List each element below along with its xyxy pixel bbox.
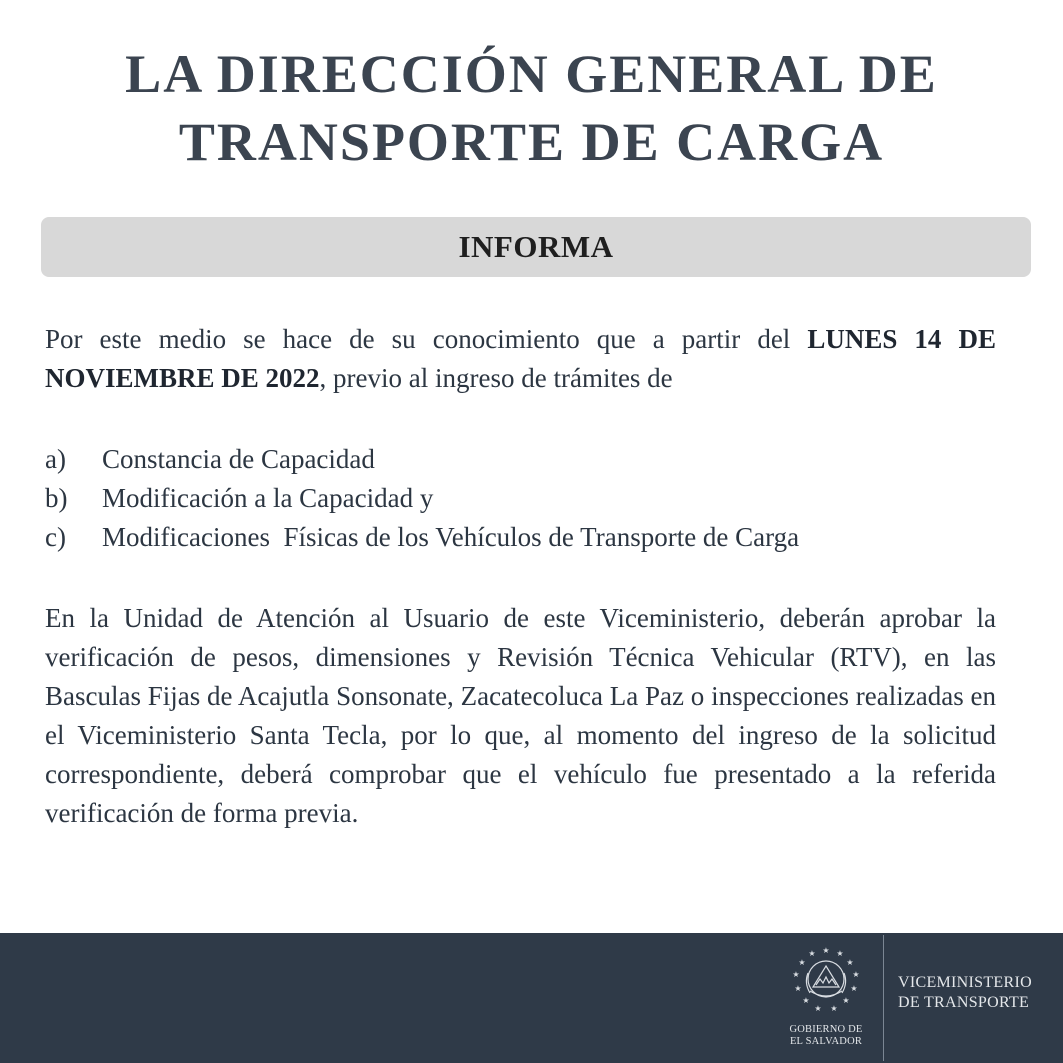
svg-text:★: ★ — [794, 984, 802, 993]
title-line-1: LA DIRECCIÓN GENERAL DE — [125, 44, 938, 104]
svg-text:★: ★ — [830, 1004, 838, 1013]
government-label — [770, 1024, 882, 1048]
ministry-line-2: DE TRANSPORTE — [898, 994, 1030, 1011]
list-item-marker: a) — [45, 444, 66, 474]
ministry-label — [898, 973, 1058, 1013]
svg-text:★: ★ — [802, 996, 810, 1005]
banner-label: INFORMA — [458, 229, 614, 264]
intro-text-before: Por este medio se hace de su conocimiento que a partir del — [45, 324, 808, 354]
svg-text:★: ★ — [814, 1004, 822, 1013]
gov-line-2: EL SALVADOR — [789, 1036, 863, 1047]
footer-bar — [0, 933, 1063, 1063]
intro-date: LUNES 14 DE NOVIEMBRE DE 2022 — [45, 324, 996, 393]
svg-text:★: ★ — [846, 958, 854, 967]
list-item-text: Modificación a la Capacidad y — [102, 483, 434, 513]
svg-text:★: ★ — [850, 984, 858, 993]
svg-text:★: ★ — [842, 996, 850, 1005]
list-item-marker: c) — [45, 522, 66, 552]
list-item — [45, 479, 1005, 518]
list-item — [45, 518, 1005, 557]
svg-text:★: ★ — [836, 949, 844, 958]
intro-text-after: , previo al ingreso de trámites de — [319, 363, 673, 393]
list-item — [45, 440, 1005, 479]
list-item-text: Constancia de Capacidad — [102, 444, 375, 474]
intro-paragraph — [45, 320, 996, 398]
svg-text:★: ★ — [822, 946, 830, 955]
svg-text:★: ★ — [808, 949, 816, 958]
informa-banner — [41, 217, 1031, 277]
footer-divider — [883, 935, 884, 1061]
svg-text:★: ★ — [852, 970, 860, 979]
list-item-text: Modificaciones Físicas de los Vehículos de Transporte de Carga — [102, 522, 800, 552]
procedures-list — [45, 440, 1005, 557]
svg-text:★: ★ — [792, 970, 800, 979]
body-paragraph: En la Unidad de Atención al Usuario de este Viceministerio, deberán aprobar la verificación de pesos, dimensiones y Revisión Técnica Vehicular (RTV), en las Basculas Fijas de Acajutla Sonsonate, Zacatecoluca La Paz o inspecciones realizadas en el Viceministerio Santa Tecla, por lo que, al momento del ingreso de la solicitud correspondiente, deberá comprobar que el vehículo fue presentado a la referida verificación de forma previa. — [45, 603, 996, 828]
ministry-line-1: VICEMINISTERIO — [898, 974, 1032, 991]
gov-line-1: GOBIERNO DE — [789, 1024, 863, 1035]
page-title — [0, 40, 1063, 176]
list-item-marker: b) — [45, 483, 68, 513]
title-line-2: TRANSPORTE DE CARGA — [178, 112, 885, 172]
svg-text:★: ★ — [798, 958, 806, 967]
